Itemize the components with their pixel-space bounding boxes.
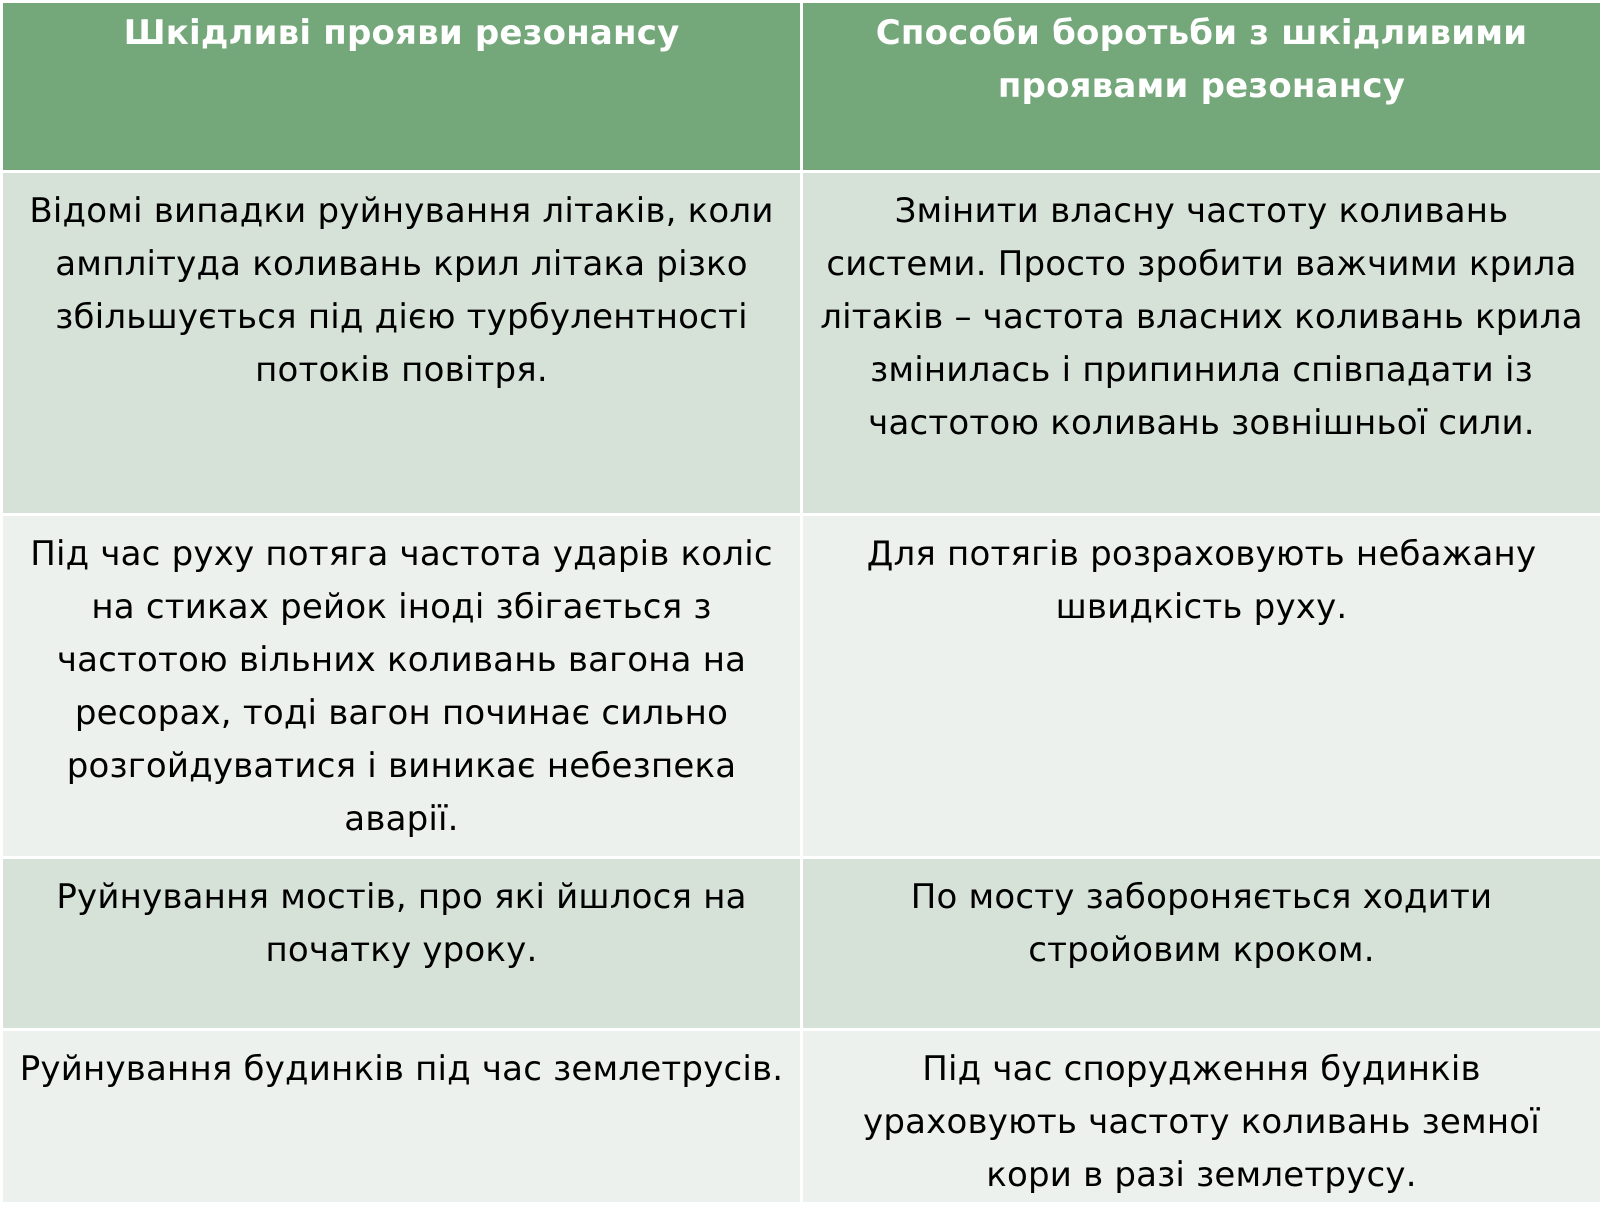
header-countermeasures: Способи боротьби з шкідливими проявами резонансу (802, 2, 1600, 172)
header-harmful-effects: Шкідливі прояви резонансу (2, 2, 802, 172)
table-row (2, 172, 1600, 515)
harm-cell: Під час руху потяга частота ударів коліс на стиках рейок іноді збігається з частотою вільних коливань вагона на ресорах, тоді вагон починає сильно розгойдуватися і виникає небезпека аварії. (2, 515, 802, 858)
harm-cell: Відомі випадки руйнування літаків, коли амплітуда коливань крил літака різко збільшується під дією турбулентності потоків повітря. (2, 172, 802, 515)
table-row (2, 858, 1600, 1030)
remedy-cell: Під час спорудження будинків ураховують частоту коливань земної кори в разі землетрусу. (802, 1030, 1600, 1204)
table-header-row (2, 2, 1600, 172)
table-row (2, 1030, 1600, 1204)
remedy-cell: Змінити власну частоту коливань системи. Просто зробити важчими крила літаків – частота власних коливань крила змінилась і припинила співпадати із частотою коливань зовнішньої сили. (802, 172, 1600, 515)
remedy-cell: Для потягів розраховують небажану швидкість руху. (802, 515, 1600, 858)
table-row (2, 515, 1600, 858)
remedy-cell: По мосту забороняється ходити стройовим кроком. (802, 858, 1600, 1030)
harm-cell: Руйнування будинків під час землетрусів. (2, 1030, 802, 1204)
harm-cell: Руйнування мостів, про які йшлося на початку уроку. (2, 858, 802, 1030)
